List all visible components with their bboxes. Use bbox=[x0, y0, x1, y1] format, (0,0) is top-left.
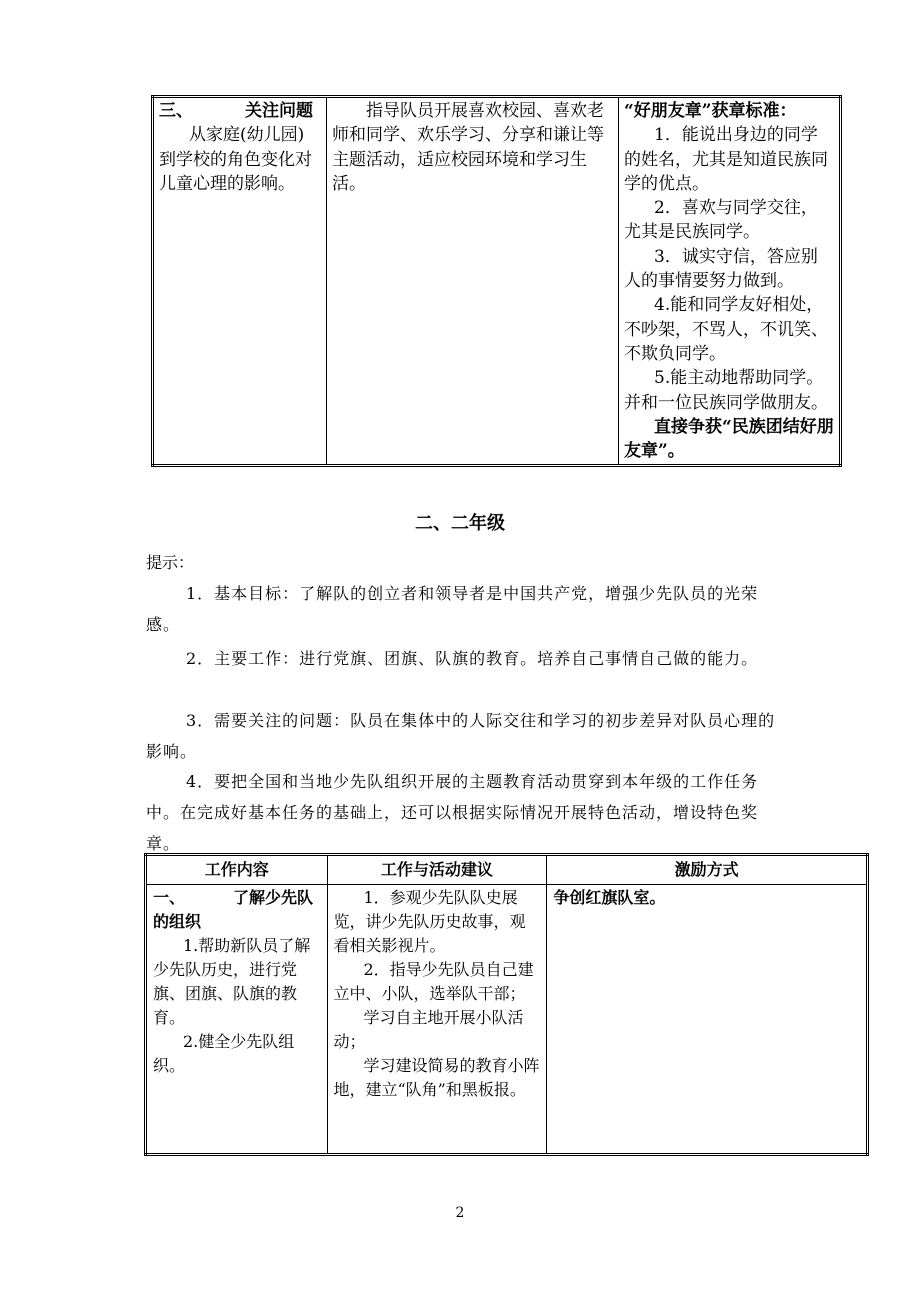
activity-item: 学习建设简易的教育小阵地，建立“队角”和黑板报。 bbox=[333, 1056, 540, 1099]
activity-suggestions-cell bbox=[327, 885, 547, 1155]
criteria-item: 3．诚实守信，答应别人的事情要努力做到。 bbox=[624, 246, 818, 292]
work-plan-table-grade2 bbox=[144, 853, 869, 1156]
hint-paragraph: 2．主要工作：进行党旗、团旗、队旗的教育。培养自己事情自己做的能力。 bbox=[186, 649, 759, 668]
header-incentive: 激励方式 bbox=[547, 855, 868, 885]
hint-paragraph: 4．要把全国和当地少先队组织开展的主题教育活动贯穿到本年级的工作任务中。在完成好基本任务的基础上，还可以根据实际情况开展特色活动，增设特色奖章。 bbox=[146, 772, 759, 853]
badge-criteria-heading: “好朋友章”获章标准： bbox=[624, 101, 797, 121]
activity-item: 1．参观少先队队史展览，讲少先队历史故事，观看相关影视片。 bbox=[333, 888, 526, 955]
work-content-item: 2.健全少先队组织。 bbox=[153, 1032, 295, 1075]
badge-criteria-cell bbox=[619, 97, 841, 466]
activity-item: 2．指导少先队员自己建立中、小队，选举队干部； bbox=[333, 960, 534, 1003]
activity-item: 学习自主地开展小队活动； bbox=[333, 1008, 524, 1051]
criteria-closing: 直接争获“民族团结好朋友章”。 bbox=[624, 416, 834, 462]
header-activity-suggestions: 工作与活动建议 bbox=[327, 855, 547, 885]
work-content-item: 1.帮助新队员了解少先队历史，进行党旗、团旗、队旗的教育。 bbox=[153, 936, 311, 1027]
section-title: 二、二年级 bbox=[415, 513, 505, 534]
focus-issue-heading: 三、 关注问题 bbox=[159, 101, 313, 121]
criteria-item: 4.能和同学友好相处，不吵架，不骂人，不讥笑、不欺负同学。 bbox=[624, 295, 828, 364]
guidance-cell bbox=[327, 97, 619, 466]
focus-issue-text: 从家庭(幼儿园)到学校的角色变化对儿童心理的影响。 bbox=[159, 125, 312, 194]
criteria-item: 2．喜欢与同学交往，尤其是民族同学。 bbox=[624, 198, 818, 243]
work-content-heading: 一、 了解少先队的组织 bbox=[153, 888, 314, 931]
incentive-cell: 争创红旗队室。 bbox=[547, 885, 868, 1155]
criteria-item: 5.能主动地帮助同学。并和一位民族同学做朋友。 bbox=[624, 368, 828, 413]
guidance-text: 指导队员开展喜欢校园、喜欢老师和同学、欢乐学习、分享和谦让等主题活动，适应校园环境和学习生活。 bbox=[332, 101, 604, 194]
header-work-content: 工作内容 bbox=[146, 855, 328, 885]
criteria-table-grade1 bbox=[151, 95, 842, 467]
hint-paragraph: 1．基本目标：了解队的创立者和领导者是中国共产党，增强少先队员的光荣感。 bbox=[146, 584, 759, 634]
work-content-cell bbox=[146, 885, 328, 1155]
hint-paragraph: 3．需要关注的问题：队员在集体中的人际交往和学习的初步差异对队员心理的影响。 bbox=[146, 711, 776, 761]
hint-label: 提示： bbox=[146, 553, 195, 572]
criteria-item: 1．能说出身边的同学的姓名，尤其是知道民族同学的优点。 bbox=[624, 125, 828, 194]
page-number: 2 bbox=[455, 1205, 465, 1221]
focus-issue-cell bbox=[153, 97, 327, 466]
